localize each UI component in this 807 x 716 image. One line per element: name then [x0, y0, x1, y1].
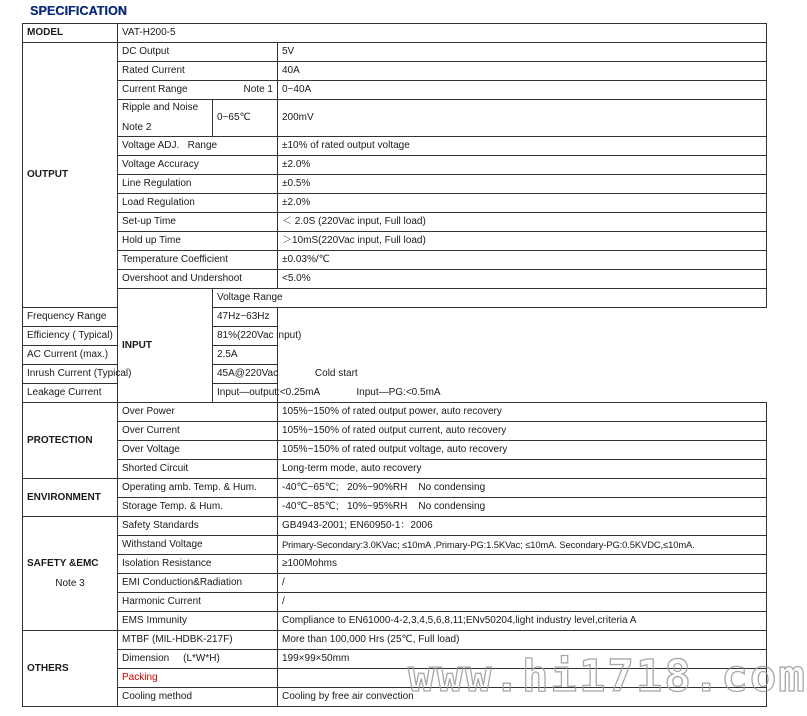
table-row: [23, 479, 767, 498]
row-value: 105%~150% of rated output power, auto recovery: [278, 403, 767, 422]
table-row: [23, 232, 767, 251]
row-label: Line Regulation: [118, 175, 278, 194]
row-label: Voltage ADJ. Range: [118, 137, 278, 156]
row-value: Long-term mode, auto recovery: [278, 460, 767, 479]
specification-table: [22, 23, 767, 707]
row-value: ≥100Mohms: [278, 555, 767, 574]
row-value: GB4943-2001; EN60950-1：2006: [278, 517, 767, 536]
table-row: [23, 156, 767, 175]
table-row: [23, 213, 767, 232]
row-value: 200mV: [278, 100, 767, 137]
current-range-note: Note 1: [243, 84, 273, 95]
table-row: [23, 175, 767, 194]
row-value: 2.5A: [213, 346, 278, 365]
table-row: [23, 517, 767, 536]
row-label: AC Current (max.): [23, 346, 213, 365]
row-value: ＞10mS(220Vac input, Full load): [278, 232, 767, 251]
table-row: [23, 43, 767, 62]
row-label: Harmonic Current: [118, 593, 278, 612]
row-value: 105%~150% of rated output voltage, auto recovery: [278, 441, 767, 460]
table-row: [23, 574, 767, 593]
row-value: [213, 384, 441, 403]
row-value: ±10% of rated output voltage: [278, 137, 767, 156]
group-others: OTHERS: [23, 631, 118, 707]
table-row: [23, 251, 767, 270]
row-label: Set-up Time: [118, 213, 278, 232]
row-value: 5V: [278, 43, 767, 62]
row-label: Frequency Range: [23, 308, 213, 327]
row-label: Load Regulation: [118, 194, 278, 213]
table-row: [23, 422, 767, 441]
row-label: Over Power: [118, 403, 278, 422]
leakage-value-2: Input—PG:<0.5mA: [356, 387, 441, 398]
row-label: Inrush Current (Typical): [23, 365, 213, 384]
inrush-value: 45A@220Vac: [217, 368, 279, 379]
group-input: INPUT: [118, 289, 213, 403]
row-label: Leakage Current: [23, 384, 213, 403]
table-row: [23, 688, 767, 707]
row-value: Primary-Secondary:3.0KVac; ≤10mA .Primary-PG:1.5KVac; ≤10mA. Secondary-PG:0.5KVDC,≤10mA.: [278, 536, 767, 555]
table-row: [23, 137, 767, 156]
table-row: [23, 441, 767, 460]
row-value: ±0.5%: [278, 175, 767, 194]
table-row: [23, 403, 767, 422]
row-value: ＜ 2.0S (220Vac input, Full load): [278, 213, 767, 232]
row-label: Safety Standards: [118, 517, 278, 536]
row-label: Operating amb. Temp. & Hum.: [118, 479, 278, 498]
group-protection: PROTECTION: [23, 403, 118, 479]
table-row: [23, 100, 767, 137]
page-heading: SPECIFICATION: [30, 4, 127, 18]
row-label: [118, 100, 213, 137]
row-label: Overshoot and Undershoot: [118, 270, 278, 289]
group-safety: [23, 517, 118, 631]
table-row: [23, 555, 767, 574]
table-row: [23, 669, 767, 688]
row-label: MTBF (MIL-HDBK-217F): [118, 631, 278, 650]
row-label: Over Current: [118, 422, 278, 441]
table-row: [23, 498, 767, 517]
row-label: [118, 81, 278, 100]
ripple-temp: 0~65℃: [213, 100, 278, 137]
row-label: Temperature Coefficient: [118, 251, 278, 270]
table-row: [23, 631, 767, 650]
row-label: Efficiency ( Typical): [23, 327, 213, 346]
current-range-label: Current Range: [122, 84, 188, 95]
row-value: [213, 365, 358, 384]
row-label: Cooling method: [118, 688, 278, 707]
table-row: [23, 536, 767, 555]
group-safety-title: SAFETY &EMC: [27, 557, 99, 569]
row-label: Over Voltage: [118, 441, 278, 460]
row-value: 199×99×50mm: [278, 650, 767, 669]
table-row: [23, 650, 767, 669]
row-value: <5.0%: [278, 270, 767, 289]
model-label: MODEL: [23, 24, 118, 43]
row-label: EMS Immunity: [118, 612, 278, 631]
row-value: 81%(220Vac input): [213, 327, 278, 346]
row-value: More than 100,000 Hrs (25℃, Full load): [278, 631, 767, 650]
table-row: [23, 270, 767, 289]
row-label: Isolation Resistance: [118, 555, 278, 574]
row-label: Withstand Voltage: [118, 536, 278, 555]
row-value: 0~40A: [278, 81, 767, 100]
table-row: [23, 194, 767, 213]
row-label: Dimension (L*W*H): [118, 650, 278, 669]
table-row: [23, 460, 767, 479]
leakage-value: Input—output:<0.25mA: [217, 387, 320, 398]
row-value: -40℃~85℃; 10%~95%RH No condensing: [278, 498, 767, 517]
ripple-note: Note 2: [122, 122, 152, 133]
row-value: 40A: [278, 62, 767, 81]
inrush-value-2: Cold start: [314, 368, 358, 379]
table-row: [23, 24, 767, 43]
table-row: [23, 384, 767, 403]
table-row: [23, 365, 767, 384]
row-value: [278, 669, 767, 688]
row-label: Voltage Accuracy: [118, 156, 278, 175]
table-row: [23, 593, 767, 612]
packing-label: Packing: [118, 669, 278, 688]
row-value: 105%~150% of rated output current, auto recovery: [278, 422, 767, 441]
row-label: Storage Temp. & Hum.: [118, 498, 278, 517]
row-value: ±0.03%/℃: [278, 251, 767, 270]
row-label: Voltage Range: [213, 289, 767, 308]
row-label: Hold up Time: [118, 232, 278, 251]
ripple-label: Ripple and Noise: [122, 102, 199, 113]
row-value: 47Hz~63Hz: [213, 308, 278, 327]
group-output: OUTPUT: [23, 43, 118, 308]
row-value: Cooling by free air convection: [278, 688, 767, 707]
row-value: ±2.0%: [278, 156, 767, 175]
group-environment: ENVIRONMENT: [23, 479, 118, 517]
row-label: EMI Conduction&Radiation: [118, 574, 278, 593]
row-value: ±2.0%: [278, 194, 767, 213]
row-label: Shorted Circuit: [118, 460, 278, 479]
row-label: DC Output: [118, 43, 278, 62]
table-row: [23, 308, 767, 327]
row-value: /: [278, 574, 767, 593]
watermark: www.hi1718.com: [408, 651, 807, 702]
table-row: [23, 62, 767, 81]
table-row: [23, 289, 767, 308]
row-value: -40℃~65℃; 20%~90%RH No condensing: [278, 479, 767, 498]
row-label: Rated Current: [118, 62, 278, 81]
group-safety-note: Note 3: [55, 577, 85, 589]
table-row: [23, 81, 767, 100]
row-value: Compliance to EN61000-4-2,3,4,5,6,8,11;ENv50204,light industry level,criteria A: [278, 612, 767, 631]
model-value: VAT-H200-5: [118, 24, 767, 43]
row-value: /: [278, 593, 767, 612]
table-row: [23, 612, 767, 631]
